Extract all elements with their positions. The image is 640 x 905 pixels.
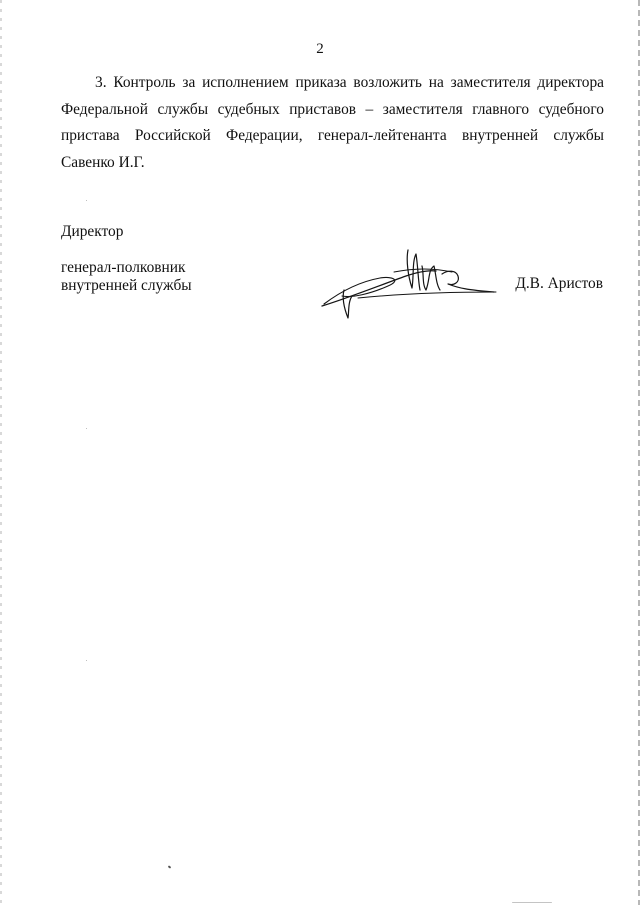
signature-stroke-sweep	[322, 271, 436, 306]
rank-line-2: внутренней службы	[61, 277, 192, 294]
signatory-name: Д.В. Аристов	[515, 275, 603, 292]
scan-edge-left	[0, 0, 2, 905]
signature-stroke-end	[442, 271, 494, 292]
body-paragraph: 3. Контроль за исполнением приказа возложить на заместителя директора Федеральной службы судебных приставов – заместителя главного судебного пристава Российской Федерации, генерал-лейтенанта внутренней службы Савенко И.Г.	[61, 74, 604, 171]
scan-speck	[512, 902, 552, 903]
scan-speck	[168, 865, 172, 868]
rank-line-1: генерал-полковник	[61, 259, 186, 276]
signature-stroke-base	[358, 292, 496, 298]
signature-stroke-loop	[324, 277, 395, 304]
scan-speck	[86, 200, 87, 201]
signatory-title: Директор	[61, 223, 124, 240]
page-number: 2	[316, 41, 324, 57]
handwritten-signature	[318, 246, 498, 322]
scan-speck	[86, 428, 87, 429]
scan-speck	[86, 660, 87, 661]
signatory-rank	[61, 259, 192, 295]
signature-stroke-tail	[343, 290, 352, 318]
